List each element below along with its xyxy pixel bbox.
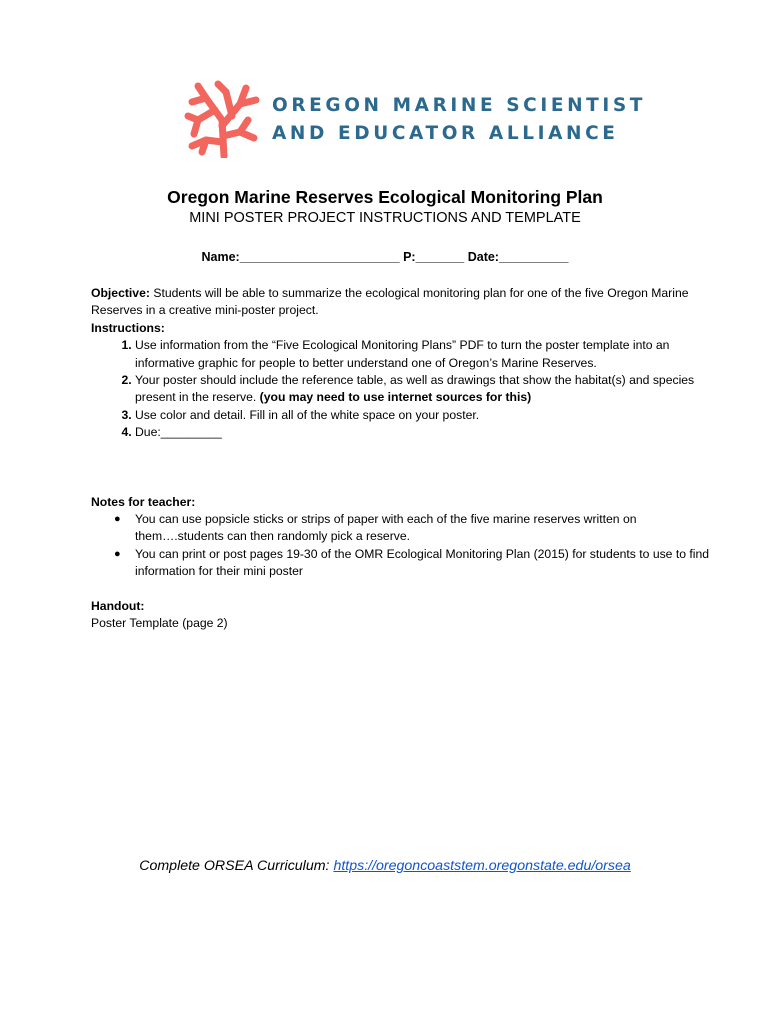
instructions-list bbox=[91, 337, 721, 441]
footer-curriculum bbox=[0, 858, 770, 874]
logo-text-line1: OREGON MARINE SCIENTIST bbox=[272, 95, 647, 116]
handout-heading: Handout: bbox=[91, 598, 145, 613]
objective-paragraph bbox=[91, 285, 721, 320]
objective-label: Objective: bbox=[91, 286, 150, 300]
instruction-item: 3. Use color and detail. Fill in all of the white space on your poster. bbox=[135, 407, 721, 424]
note-item: ● You can print or post pages 19-30 of the OMR Ecological Monitoring Plan (2015) for students to use to find information for their mini poster bbox=[135, 546, 721, 581]
document-title: Oregon Marine Reserves Ecological Monitoring Plan bbox=[167, 187, 603, 207]
curriculum-link[interactable]: https://oregoncoaststem.oregonstate.edu/orsea bbox=[333, 858, 631, 874]
logo-text-line2: AND EDUCATOR ALLIANCE bbox=[272, 123, 619, 144]
instruction-item: 4. Due:_________ bbox=[135, 424, 721, 441]
instruction-item: 2. Your poster should include the reference table, as well as drawings that show the habitat(s) and species present in the reserve. (you may need to use internet sources for this) bbox=[135, 372, 721, 407]
handout-text: Poster Template (page 2) bbox=[91, 616, 228, 631]
note-item: ● You can use popsicle sticks or strips of paper with each of the five marine reserves written on them….students can then randomly pick a reserve. bbox=[135, 511, 721, 546]
coral-icon bbox=[182, 80, 262, 158]
instructions-heading: Instructions: bbox=[91, 320, 165, 335]
document-subtitle: MINI POSTER PROJECT INSTRUCTIONS AND TEMPLATE bbox=[189, 210, 581, 226]
instruction-item: 1. Use information from the “Five Ecological Monitoring Plans” PDF to turn the poster template into an informative graphic for people to better understand one of Oregon’s Marine Reserves. bbox=[135, 337, 721, 372]
document-body bbox=[91, 285, 721, 633]
name-period-date-line: Name:_______________________ P:_______ Date:__________ bbox=[201, 250, 569, 264]
instruction-note: (you may need to use internet sources for this) bbox=[259, 390, 532, 405]
notes-list bbox=[91, 511, 721, 581]
notes-heading: Notes for teacher: bbox=[91, 494, 196, 509]
orsea-logo bbox=[180, 78, 647, 160]
footer-prefix: Complete ORSEA Curriculum: bbox=[139, 858, 334, 874]
objective-text: Students will be able to summarize the ecological monitoring plan for one of the five Oregon Marine Reserves in a creative mini-poster project. bbox=[91, 286, 689, 318]
